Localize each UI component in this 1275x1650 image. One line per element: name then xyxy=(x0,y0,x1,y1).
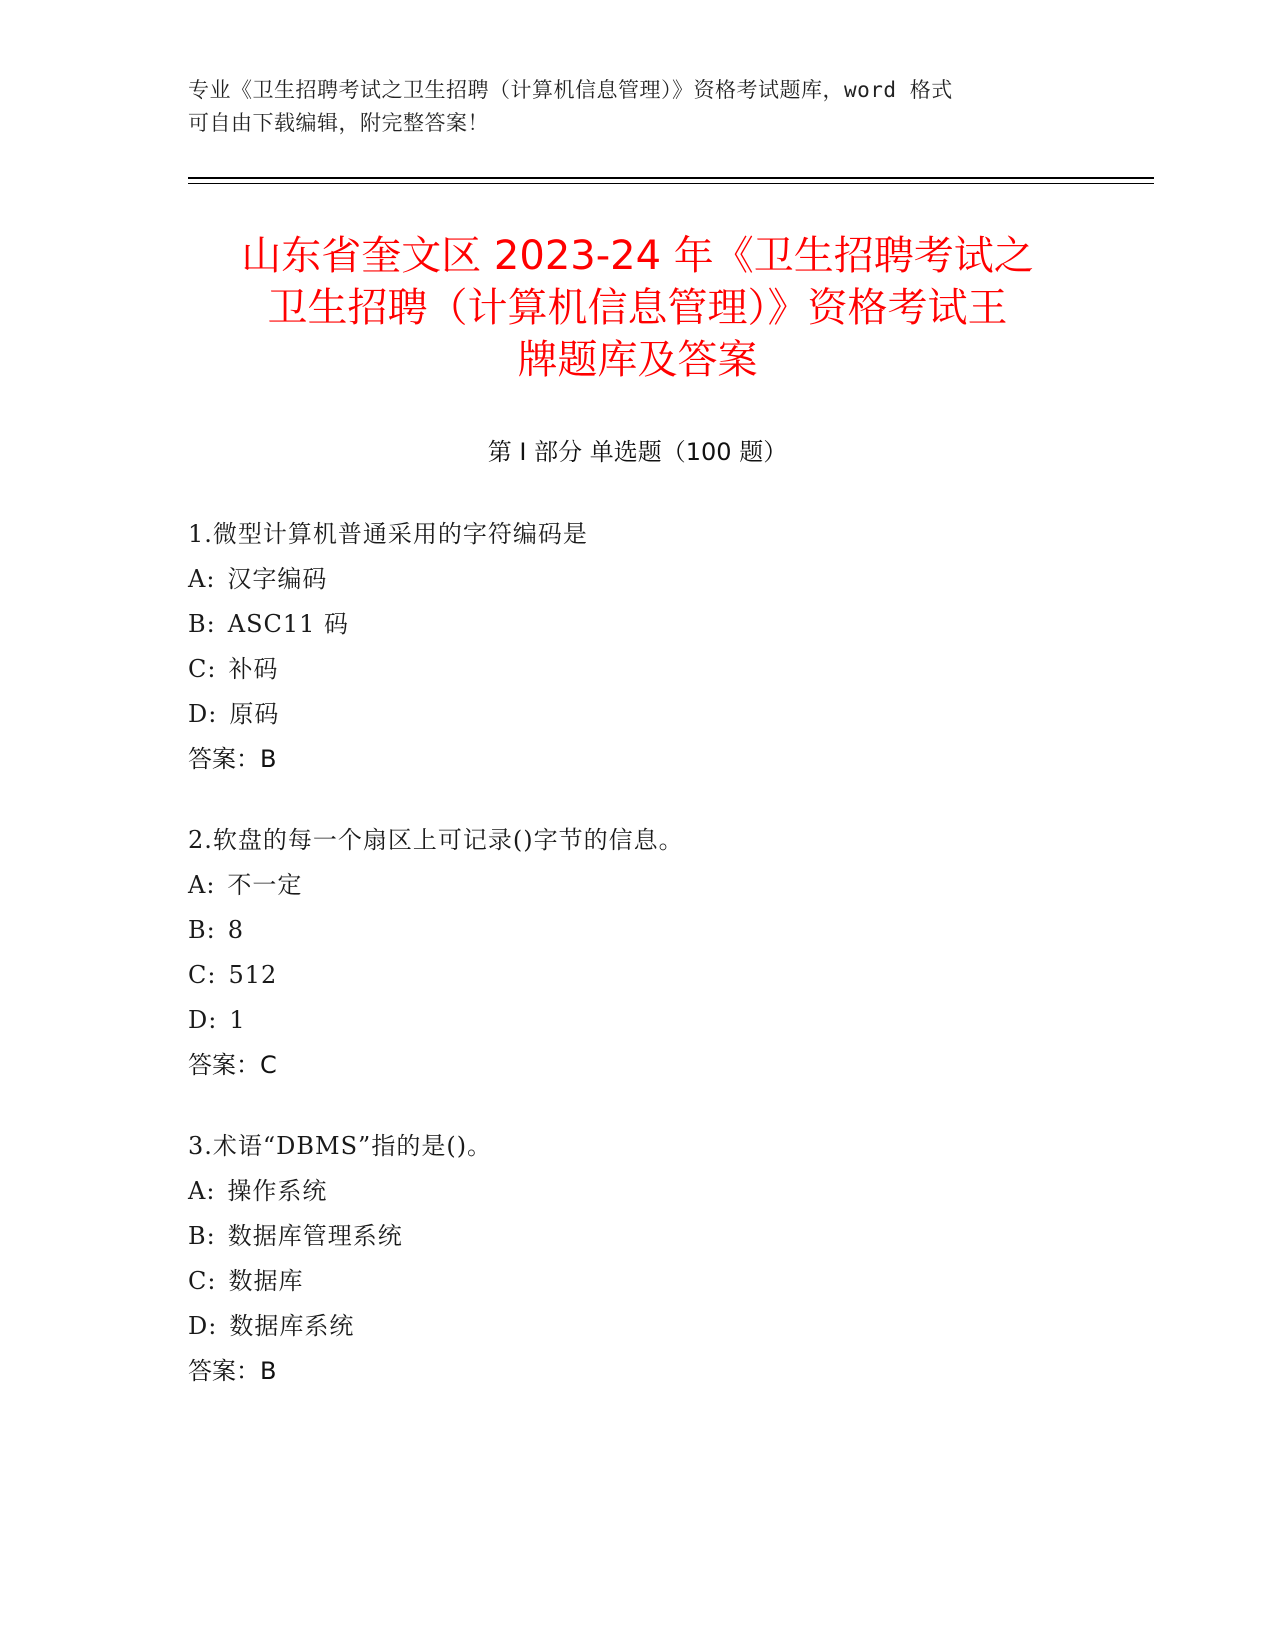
header-note-line-2: 可自由下载编辑，附完整答案！ xyxy=(188,111,489,135)
option-key: C: xyxy=(188,1267,217,1295)
option-text: 补码 xyxy=(228,655,279,683)
option-text: 不一定 xyxy=(227,871,303,899)
option-key: B: xyxy=(188,916,216,944)
header-rule-thin xyxy=(188,183,1154,184)
option-text: 数据库管理系统 xyxy=(227,1222,403,1250)
section-heading: 第 I 部分 单选题（100 题） xyxy=(487,438,788,466)
document-title-line-2: 卫生招聘（计算机信息管理）》资格考试王 xyxy=(267,285,1008,331)
option-key: D: xyxy=(188,1006,218,1034)
question-stem: 2.软盘的每一个扇区上可记录()字节的信息。 xyxy=(188,826,684,854)
question-stem: 1.微型计算机普通采用的字符编码是 xyxy=(188,520,588,548)
option-key: A: xyxy=(188,1177,216,1205)
option-key: B: xyxy=(188,1222,216,1250)
document-title xyxy=(160,230,1115,386)
option-text: 原码 xyxy=(229,700,280,728)
option-b xyxy=(188,602,1088,647)
question-2 xyxy=(188,818,1088,1088)
document-title-line-3: 牌题库及答案 xyxy=(517,337,758,383)
option-a xyxy=(188,1169,1088,1214)
option-text: 512 xyxy=(228,961,278,989)
option-key: D: xyxy=(188,700,218,728)
option-key: C: xyxy=(188,961,217,989)
option-key: A: xyxy=(188,565,216,593)
option-text: 数据库 xyxy=(228,1267,304,1295)
answer-line: 答案：B xyxy=(188,1357,277,1385)
header-rule-thick xyxy=(188,177,1154,179)
option-key: D: xyxy=(188,1312,218,1340)
option-c xyxy=(188,1259,1088,1304)
header-note xyxy=(188,74,1088,140)
question-1 xyxy=(188,512,1088,782)
option-a xyxy=(188,557,1088,602)
option-key: B: xyxy=(188,610,216,638)
answer-line: 答案：C xyxy=(188,1051,277,1079)
option-b xyxy=(188,1214,1088,1259)
document-title-line-1: 山东省奎文区 2023-24 年《卫生招聘考试之 xyxy=(241,233,1034,279)
option-text: 数据库系统 xyxy=(229,1312,355,1340)
option-d xyxy=(188,692,1088,737)
option-c xyxy=(188,647,1088,692)
header-note-line-1: 专业《卫生招聘考试之卫生招聘（计算机信息管理）》资格考试题库，word 格式 xyxy=(188,78,953,102)
option-text: 1 xyxy=(229,1006,246,1034)
option-a xyxy=(188,863,1088,908)
question-3 xyxy=(188,1124,1088,1394)
option-d xyxy=(188,1304,1088,1349)
option-key: A: xyxy=(188,871,216,899)
option-text: 8 xyxy=(227,916,245,944)
option-text: 操作系统 xyxy=(227,1177,328,1205)
answer-line: 答案：B xyxy=(188,745,277,773)
question-stem: 3.术语“DBMS”指的是()。 xyxy=(188,1132,493,1160)
option-d xyxy=(188,998,1088,1043)
option-text: ASC11 码 xyxy=(227,610,350,638)
option-c xyxy=(188,953,1088,998)
option-b xyxy=(188,908,1088,953)
option-key: C: xyxy=(188,655,217,683)
option-text: 汉字编码 xyxy=(227,565,328,593)
